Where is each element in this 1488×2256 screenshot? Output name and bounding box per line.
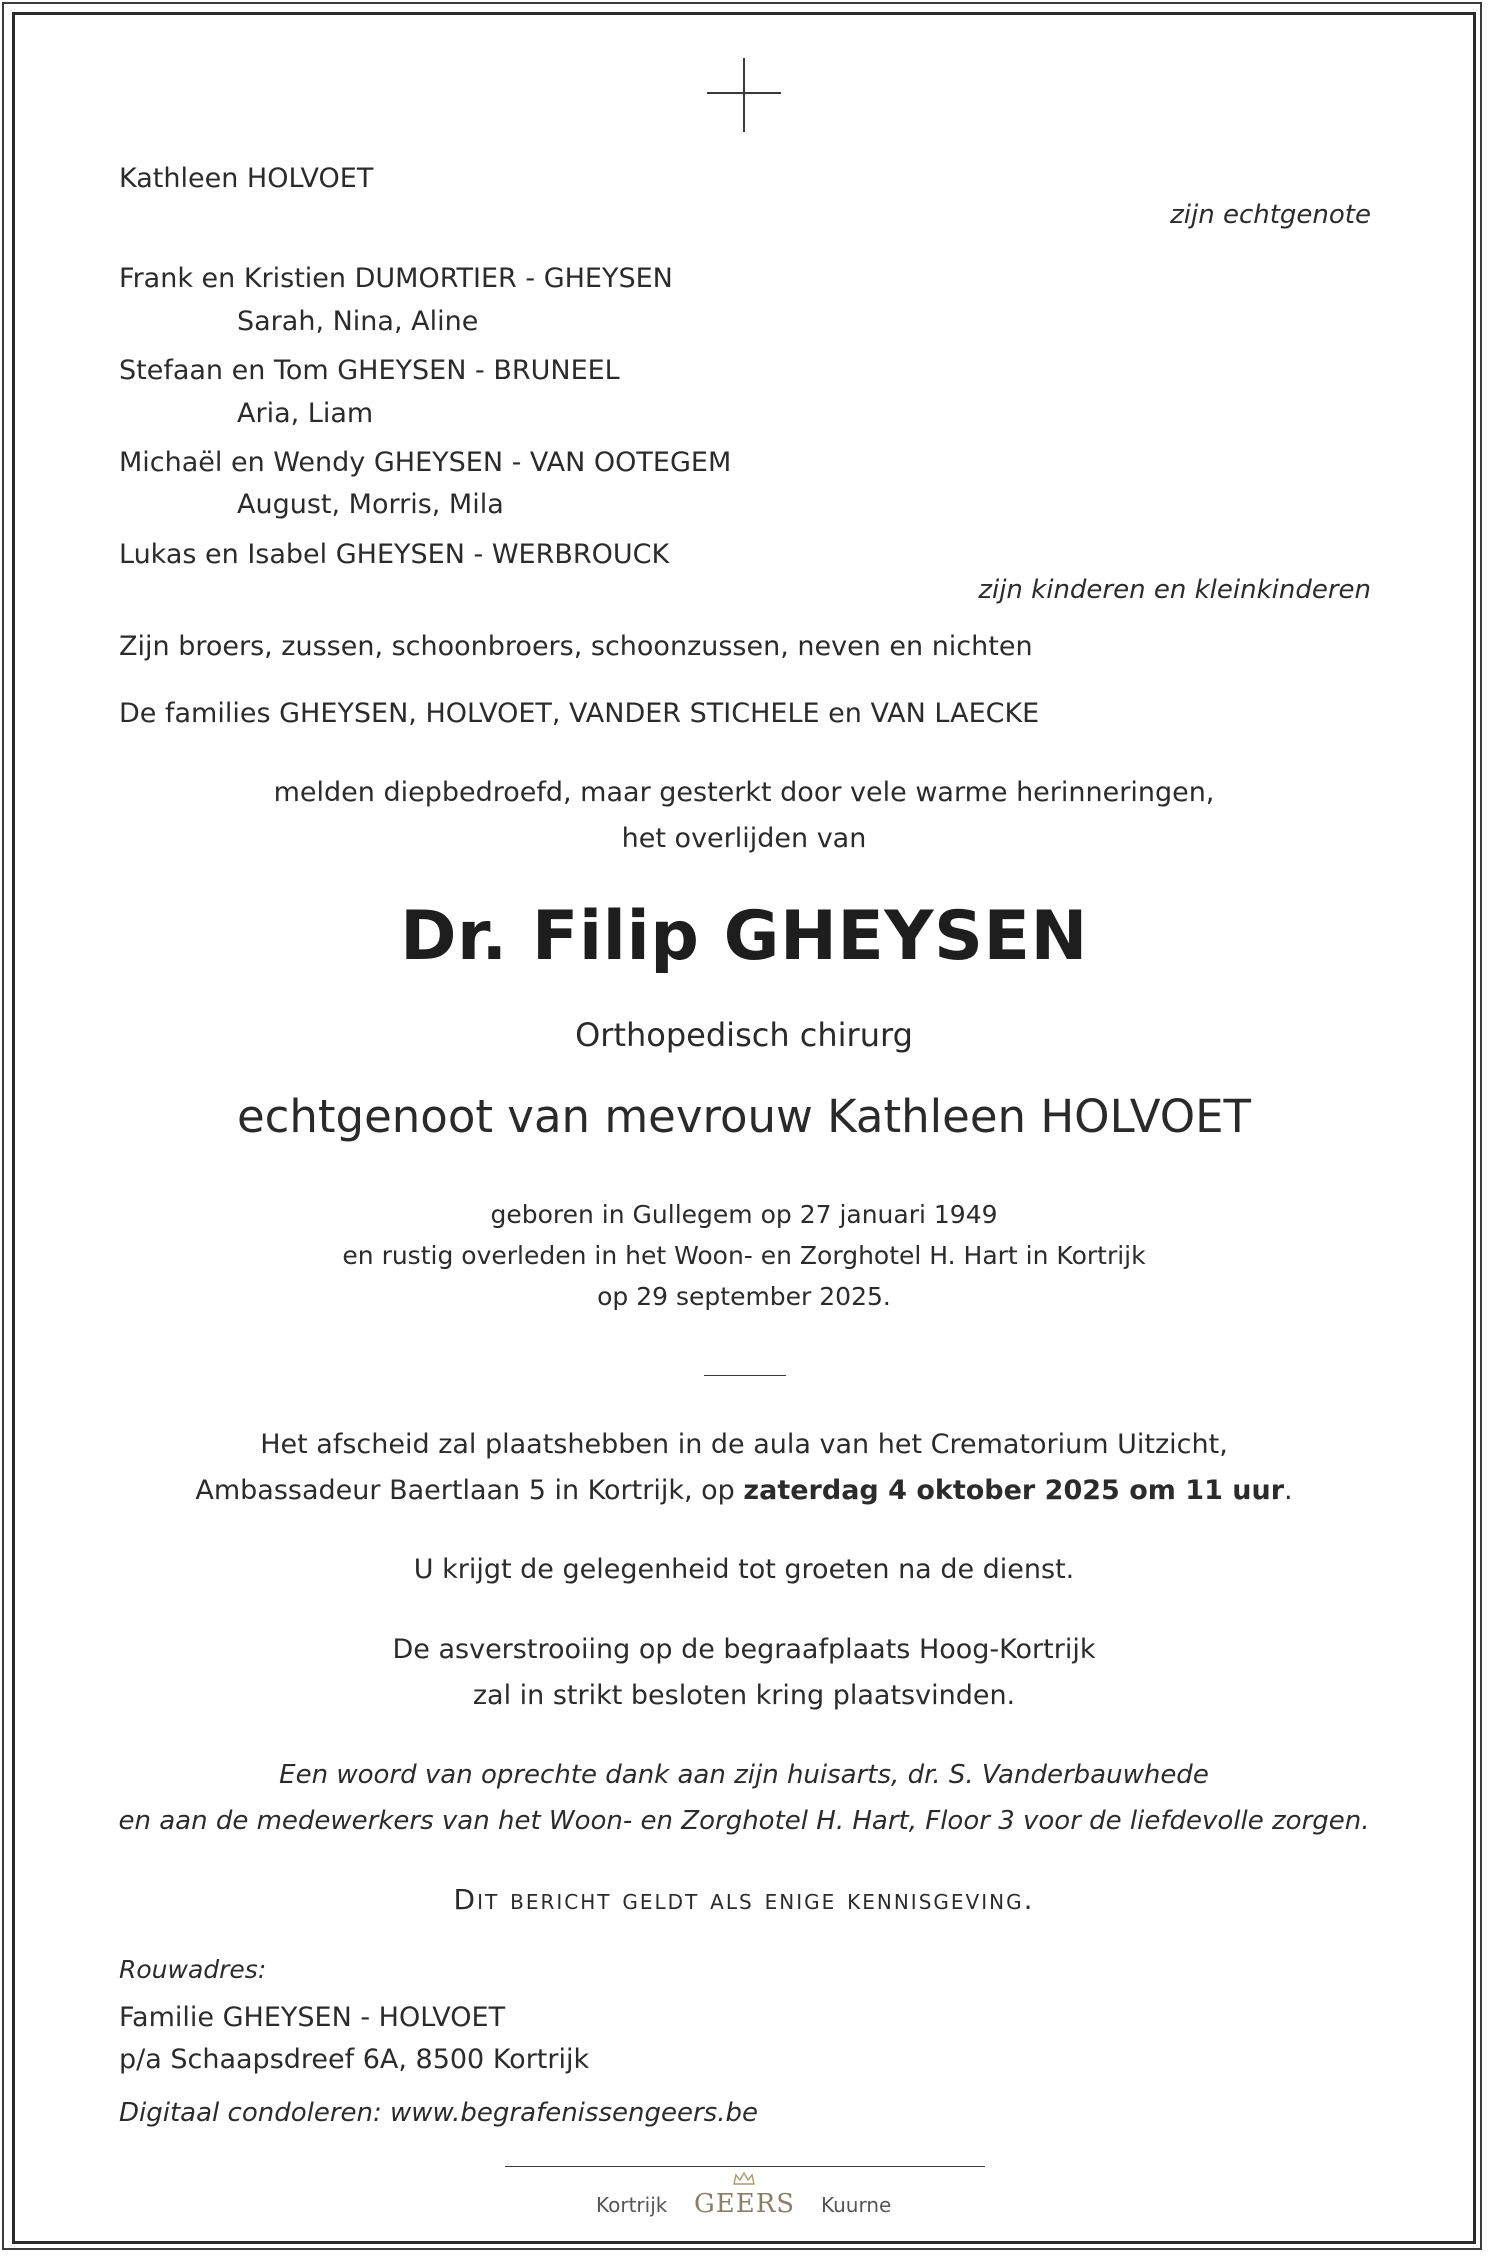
- scatter-line-2: zal in strikt besloten kring plaatsvinden.: [472, 1680, 1016, 1711]
- announcement-line-2: het overlijden van: [621, 823, 867, 854]
- cross-icon: [707, 58, 781, 132]
- children-role: zijn kinderen en kleinkinderen: [978, 575, 1371, 605]
- thanks-line-1: Een woord van oprechte dank aan zijn huisarts, dr. S. Vanderbauwhede: [279, 1760, 1209, 1790]
- spouse-line: echtgenoot van mevrouw Kathleen HOLVOET: [236, 1090, 1252, 1143]
- address-label: Rouwadres:: [119, 1955, 267, 1984]
- died-place-line: en rustig overleden in het Woon- en Zorghotel H. Hart in Kortrijk: [342, 1241, 1146, 1270]
- crown-icon: [732, 2172, 756, 2186]
- child-3-parents: Michaël en Wendy GHEYSEN - VAN OOTEGEM: [119, 447, 732, 478]
- separator: [704, 1375, 786, 1376]
- died-date-line: op 29 september 2025.: [597, 1282, 891, 1311]
- ceremony-address: Ambassadeur Baertlaan 5 in Kortrijk, op: [195, 1475, 744, 1506]
- child-1-parents: Frank en Kristien DUMORTIER - GHEYSEN: [119, 263, 673, 294]
- scatter-line-1: De asverstrooiing op de begraafplaats Hoog-Kortrijk: [392, 1634, 1096, 1665]
- address-name: Familie GHEYSEN - HOLVOET: [119, 2002, 506, 2033]
- born-line: geboren in Gullegem op 27 januari 1949: [490, 1200, 998, 1229]
- child-2-parents: Stefaan en Tom GHEYSEN - BRUNEEL: [119, 355, 620, 386]
- siblings: Zijn broers, zussen, schoonbroers, schoonzussen, neven en nichten: [119, 631, 1033, 662]
- deceased-name: Dr. Filip GHEYSEN: [400, 897, 1088, 976]
- ceremony-line-1: Het afscheid zal plaatshebben in de aula van het Crematorium Uitzicht,: [260, 1429, 1228, 1460]
- ceremony-period: .: [1284, 1475, 1293, 1506]
- announcement-line-1: melden diepbedroefd, maar gesterkt door vele warme herinneringen,: [273, 777, 1215, 808]
- condolence-link[interactable]: Digitaal condoleren: www.begrafenissengeers.be: [119, 2098, 758, 2128]
- profession: Orthopedisch chirurg: [575, 1016, 913, 1054]
- greeting-line: U krijgt de gelegenheid tot groeten na de dienst.: [413, 1554, 1075, 1585]
- notice: Dit bericht geldt als enige kennisgeving.: [453, 1883, 1035, 1916]
- families: De families GHEYSEN, HOLVOET, VANDER STICHELE en VAN LAECKE: [119, 698, 1040, 729]
- ceremony-line-2: [0, 1474, 1488, 1508]
- ceremony-date: zaterdag 4 oktober 2025 om 11 uur: [743, 1475, 1285, 1506]
- footer-rule: [505, 2166, 985, 2167]
- child-1-grandchildren: Sarah, Nina, Aline: [237, 306, 479, 337]
- child-2-grandchildren: Aria, Liam: [237, 398, 374, 429]
- footer-left: Kortrijk: [596, 2193, 668, 2217]
- footer-right: Kuurne: [821, 2193, 892, 2217]
- address-street: p/a Schaapsdreef 6A, 8500 Kortrijk: [119, 2044, 590, 2075]
- spouse-role: zijn echtgenote: [1170, 200, 1371, 230]
- child-4-parents: Lukas en Isabel GHEYSEN - WERBROUCK: [119, 539, 670, 570]
- geers-logo: GEERS: [694, 2189, 796, 2219]
- child-3-grandchildren: August, Morris, Mila: [237, 489, 504, 520]
- spouse-name: Kathleen HOLVOET: [119, 163, 374, 194]
- thanks-line-2: en aan de medewerkers van het Woon- en Zorghotel H. Hart, Floor 3 voor de liefdevolle zorgen.: [118, 1806, 1370, 1836]
